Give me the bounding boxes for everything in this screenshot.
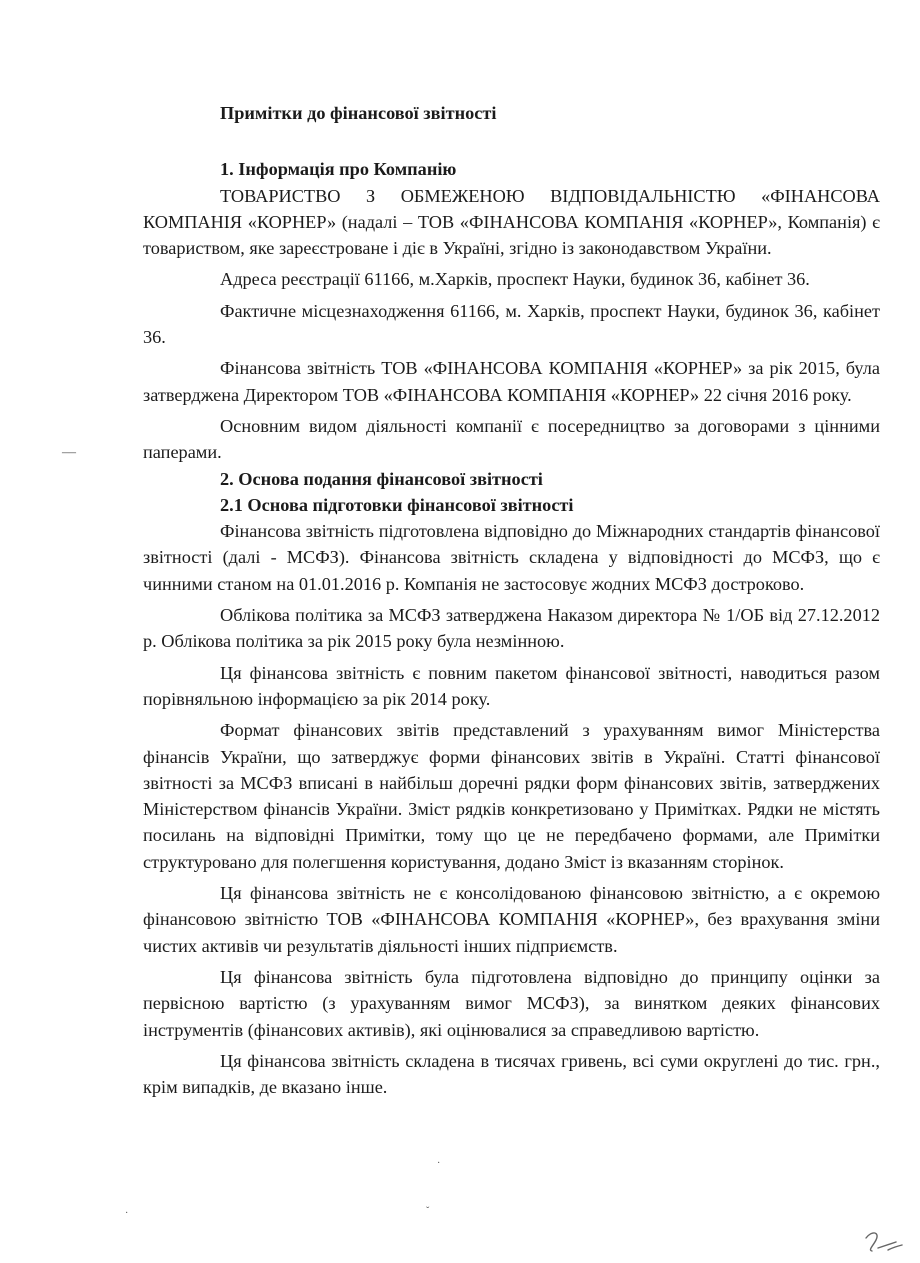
separate-statements-paragraph: Ця фінансова звітність не є консолідованою фінансовою звітністю, а є окремою фінансовою звітністю ТОВ «ФІНАНСОВА КОМПАНІЯ «КОРНЕР», без врахування зміни чистих активів чи результатів діяльності інших підприємств. — [143, 883, 880, 956]
margin-mark: –– — [62, 445, 76, 460]
accounting-policy-paragraph: Облікова політика за МСФЗ затверджена Наказом директора № 1/ОБ від 27.12.2012 р. Облікова політика за рік 2015 року була незмінною. — [143, 605, 880, 652]
historical-cost-paragraph: Ця фінансова звітність була підготовлена відповідно до принципу оцінки за первісною вартістю (з урахуванням вимог МСФЗ), за винятком деяких фінансових інструментів (фінансових активів), які оцінювалися за справедливою вартістю. — [143, 966, 880, 1040]
company-info-paragraph: ТОВАРИСТВО З ОБМЕЖЕНОЮ ВІДПОВІДАЛЬНІСТЮ «ФІНАНСОВА КОМПАНІЯ «КОРНЕР» (надалі – ТОВ «ФІНАНСОВА КОМПАНІЯ «КОРНЕР», Компанія) є товариством, яке зареєстроване і діє в Україні, згідно із законодавством України. — [143, 185, 880, 259]
scan-speck: ˇ — [426, 1206, 430, 1217]
signature-scribble — [862, 1228, 906, 1258]
section-1-heading: 1. Інформація про Компанію — [220, 159, 457, 180]
full-package-paragraph: Ця фінансова звітність є повним пакетом фінансової звітності, наводиться разом порівняльною інформацією за рік 2014 року. — [143, 662, 880, 709]
scan-speck: · — [437, 1158, 441, 1169]
document-body — [143, 100, 880, 1100]
ifrs-basis-paragraph: Фінансова звітність підготовлена відповідно до Міжнародних стандартів фінансової звітності (далі - МСФЗ). Фінансова звітність складена у відповідності до МСФЗ, що є чинними станом на 01.01.2016 р. Компанія не застосовує жодних МСФЗ достроково. — [143, 521, 880, 594]
scan-speck: · — [125, 1208, 129, 1219]
registration-address-paragraph: Адреса реєстрації 61166, м.Харків, проспект Науки, будинок 36, кабінет 36. — [220, 269, 810, 290]
currency-paragraph: Ця фінансова звітність складена в тисячах гривень, всі суми округлені до тис. грн., крім випадків, де вказано інше. — [143, 1050, 880, 1098]
section-2-1-heading: 2.1 Основа підготовки фінансової звітності — [220, 494, 574, 515]
report-format-paragraph: Формат фінансових звітів представлений з урахуванням вимог Міністерства фінансів України, що затверджує форми фінансових звітів в Україні. Статті фінансової звітності за МСФЗ вписані в найбільш доречні рядки форм фінансових звітів, затверджених Міністерством фінансів України. Зміст рядків конкретизовано у Примітках. Рядки не містять посилань на відповідні Примітки, тому що це не передбачено формами, але Примітки структуровано для полегшення користування, додано Зміст із вказанням сторінок. — [143, 720, 880, 872]
approval-paragraph: Фінансова звітність ТОВ «ФІНАНСОВА КОМПАНІЯ «КОРНЕР» за рік 2015, була затверджена Директором ТОВ «ФІНАНСОВА КОМПАНІЯ «КОРНЕР» 22 січня 2016 року. — [143, 358, 880, 405]
actual-location-paragraph: Фактичне місцезнаходження 61166, м. Харків, проспект Науки, будинок 36, кабінет 36. — [143, 300, 880, 348]
document-title: Примітки до фінансової звітності — [220, 103, 497, 123]
section-2-heading: 2. Основа подання фінансової звітності — [220, 468, 543, 489]
main-activity-paragraph: Основним видом діяльності компанії є посередництво за договорами з цінними паперами. — [143, 415, 880, 463]
